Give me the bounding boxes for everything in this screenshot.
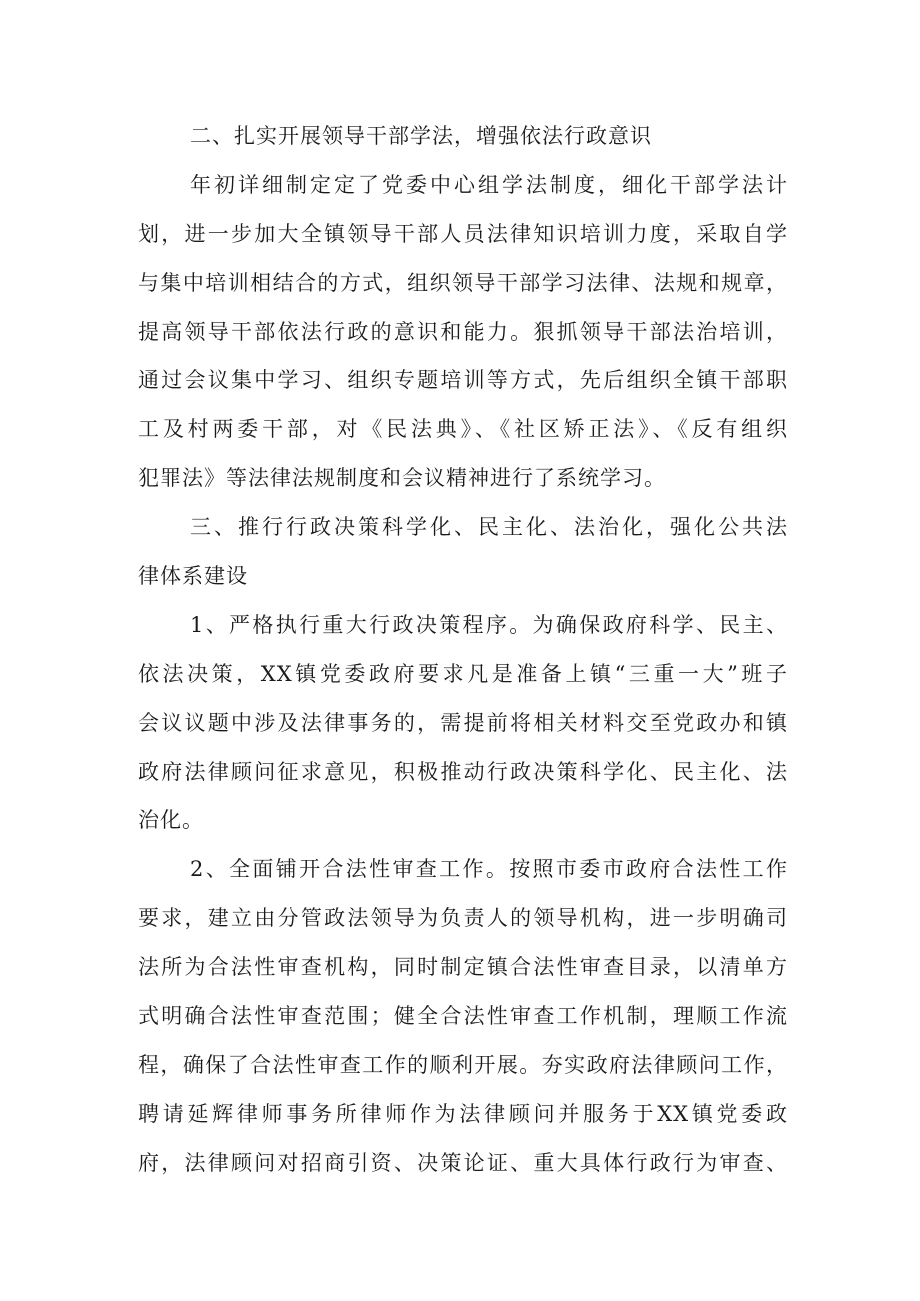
paragraph-line: 要求，建立由分管政法领导为负责人的领导机构，进一步明确司 <box>138 906 788 931</box>
paragraph-line: 通过会议集中学习、组织专题培训等方式，先后组织全镇干部职 <box>138 368 788 393</box>
document-body <box>138 112 788 1188</box>
paragraph-line: 2、全面铺开合法性审查工作。按照市委市政府合法性工作 <box>190 857 788 882</box>
section-heading-2: 二、扎实开展领导干部学法，增强依法行政意识 <box>190 124 652 148</box>
paragraph-line: 1、严格执行重大行政决策程序。为确保政府科学、民主、 <box>190 612 788 637</box>
paragraph-line: 提高领导干部依法行政的意识和能力。狠抓领导干部法治培训， <box>138 319 788 344</box>
paragraph-line: 依法决策，XX镇党委政府要求凡是准备上镇“三重一大”班子 <box>138 661 788 686</box>
paragraph-line: 工及村两委干部，对《民法典》、《社区矫正法》、《反有组织 <box>138 417 788 442</box>
paragraph-line: 政府法律顾问征求意见，积极推动行政决策科学化、民主化、法 <box>138 759 788 784</box>
paragraph-line: 府，法律顾问对招商引资、决策论证、重大具体行政行为审查、 <box>138 1150 788 1175</box>
paragraph-line: 式明确合法性审查范围；健全合法性审查工作机制，理顺工作流 <box>138 1004 788 1029</box>
paragraph-line: 年初详细制定定了党委中心组学法制度，细化干部学法计 <box>190 172 788 197</box>
paragraph-line: 划，进一步加大全镇领导干部人员法律知识培训力度，采取自学 <box>138 221 788 246</box>
paragraph-line: 聘请延辉律师事务所律师作为法律顾问并服务于XX镇党委政 <box>138 1101 788 1126</box>
paragraph-line: 会议议题中涉及法律事务的，需提前将相关材料交至党政办和镇 <box>138 710 788 735</box>
paragraph-line: 法所为合法性审查机构，同时制定镇合法性审查目录，以清单方 <box>138 955 788 980</box>
paragraph-line: 程，确保了合法性审查工作的顺利开展。夯实政府法律顾问工作， <box>138 1052 788 1077</box>
section-heading-3: 三、推行行政决策科学化、民主化、法治化，强化公共法 <box>190 515 788 540</box>
paragraph-line: 与集中培训相结合的方式，组织领导干部学习法律、法规和规章， <box>138 270 788 295</box>
section-heading-3-continued: 律体系建设 <box>138 564 248 589</box>
paragraph-line: 治化。 <box>138 808 204 833</box>
paragraph-line: 犯罪法》等法律法规制度和会议精神进行了系统学习。 <box>138 466 666 491</box>
